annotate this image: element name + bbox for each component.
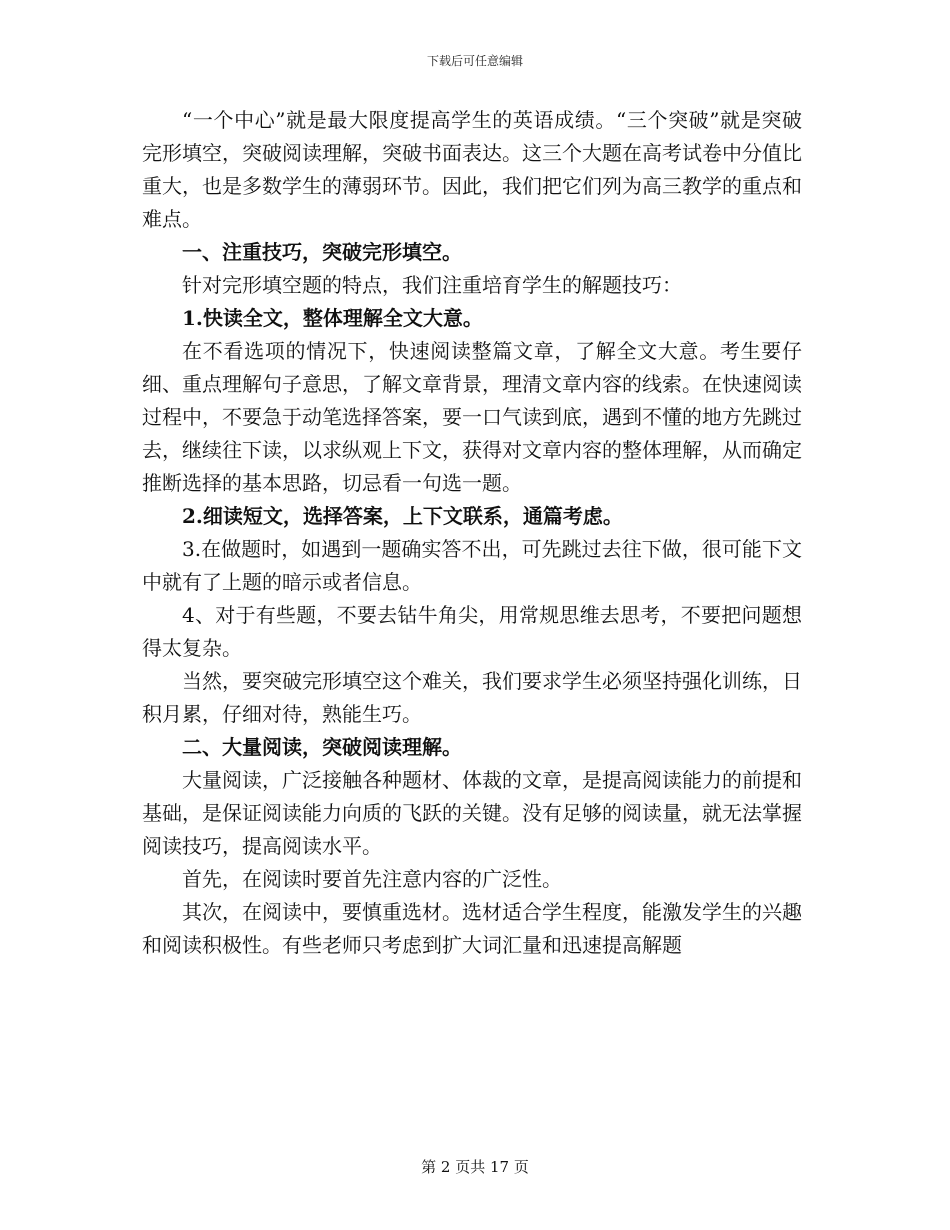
subheading-fast-read: 1.快读全文，整体理解全文大意。 [182, 306, 483, 330]
section-heading-cloze: 一、注重技巧，突破完形填空。 [182, 240, 462, 264]
page-footer: 第 2 页共 17 页 [421, 1158, 529, 1176]
section-heading-reading: 二、大量阅读，突破阅读理解。 [182, 735, 462, 759]
subheading-close-read: 2.细读短文，选择答案，上下文联系，通篇考虑。 [182, 504, 623, 528]
paragraph-intro: “一个中心”就是最大限度提高学生的英语成绩。“三个突破”就是突破完形填空，突破阅读理解，突破书面表达。这三个大题在高考试卷中分值比重大，也是多数学生的薄弱环节。因此，我们把它们列为高三教学的重点和难点。 [142, 108, 802, 231]
paragraph-point-4: 4、对于有些题，不要去钻牛角尖，用常规思维去思考，不要把问题想得太复杂。 [142, 603, 802, 660]
paragraph-reading-intro: 大量阅读，广泛接触各种题材、体裁的文章，是提高阅读能力的前提和基础，是保证阅读能力向质的飞跃的关键。没有足够的阅读量，就无法掌握阅读技巧，提高阅读水平。 [142, 768, 802, 858]
paragraph-reading-first: 首先，在阅读时要首先注意内容的广泛性。 [182, 867, 562, 891]
page-header: 下载后可任意编辑 [426, 54, 523, 68]
paragraph-point-3: 3.在做题时，如遇到一题确实答不出，可先跳过去往下做，很可能下文中就有了上题的暗示或者信息。 [142, 537, 802, 594]
paragraph-cloze-summary: 当然，要突破完形填空这个难关，我们要求学生必须坚持强化训练，日积月累，仔细对待，熟能生巧。 [142, 669, 802, 726]
document-body [142, 104, 802, 962]
paragraph-fast-read: 在不看选项的情况下，快速阅读整篇文章，了解全文大意。考生要仔细、重点理解句子意思，了解文章背景，理清文章内容的线索。在快速阅读过程中，不要急于动笔选择答案，要一口气读到底，遇到不懂的地方先跳过去，继续往下读，以求纵观上下文，获得对文章内容的整体理解，从而确定推断选择的基本思路，切忌看一句选一题。 [142, 339, 802, 495]
paragraph-cloze-intro: 针对完形填空题的特点，我们注重培育学生的解题技巧： [182, 273, 682, 297]
paragraph-reading-second: 其次，在阅读中，要慎重选材。选材适合学生程度，能激发学生的兴趣和阅读积极性。有些老师只考虑到扩大词汇量和迅速提高解题 [142, 900, 802, 957]
